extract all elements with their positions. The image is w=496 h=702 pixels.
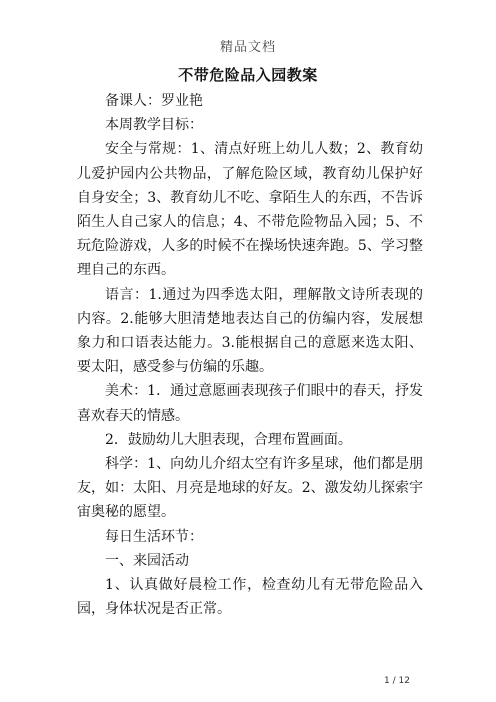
goals-heading: 本周教学目标： — [105, 117, 203, 134]
document-body — [77, 89, 423, 621]
author-line: 备课人：罗业艳 — [105, 93, 203, 109]
paragraph-science: 科学：1、向幼儿介绍太空有许多星球，他们都是朋友，如：太阳、月亮是地球的好友。2、激发幼儿探索宇宙奥秘的愿望。 — [77, 456, 423, 521]
daily-routine-heading: 每日生活环节： — [105, 528, 203, 545]
paragraph-art: 美术：1．通过意愿画表现孩子们眼中的春天，抒发喜欢春天的情感。 — [77, 383, 423, 424]
page-header: 精品文档 — [219, 40, 276, 55]
page-number: 1 / 12 — [384, 676, 410, 686]
document-title: 不带危险品入园教案 — [178, 66, 318, 84]
paragraph-art-2: 2．鼓励幼儿大胆表现，合理布置画面。 — [105, 431, 352, 448]
paragraph-arrival: 1、认真做好晨检工作，检查幼儿有无带危险品入园，身体状况是否正常。 — [77, 577, 423, 618]
paragraph-language: 语言：1.通过为四季选太阳，理解散文诗所表现的内容。2.能够大胆清楚地表达自己的仿编内容，发展想象力和口语表达能力。3.能根据自己的意愿来选太阳、要太阳，感受参与仿编的乐趣。 — [77, 286, 423, 376]
paragraph-safety: 安全与常规：1、清点好班上幼儿人数；2、教育幼儿爱护园内公共物品，了解危险区域，教育幼儿保护好自身安全；3、教育幼儿不吃、拿陌生人的东西，不告诉陌生人自己家人的信息；4、不带危险物品入园；5、不玩危险游戏，人多的时候不在操场快速奔跑。5、学习整理自己的东西。 — [77, 141, 423, 279]
arrival-heading: 一、来园活动 — [105, 552, 189, 569]
